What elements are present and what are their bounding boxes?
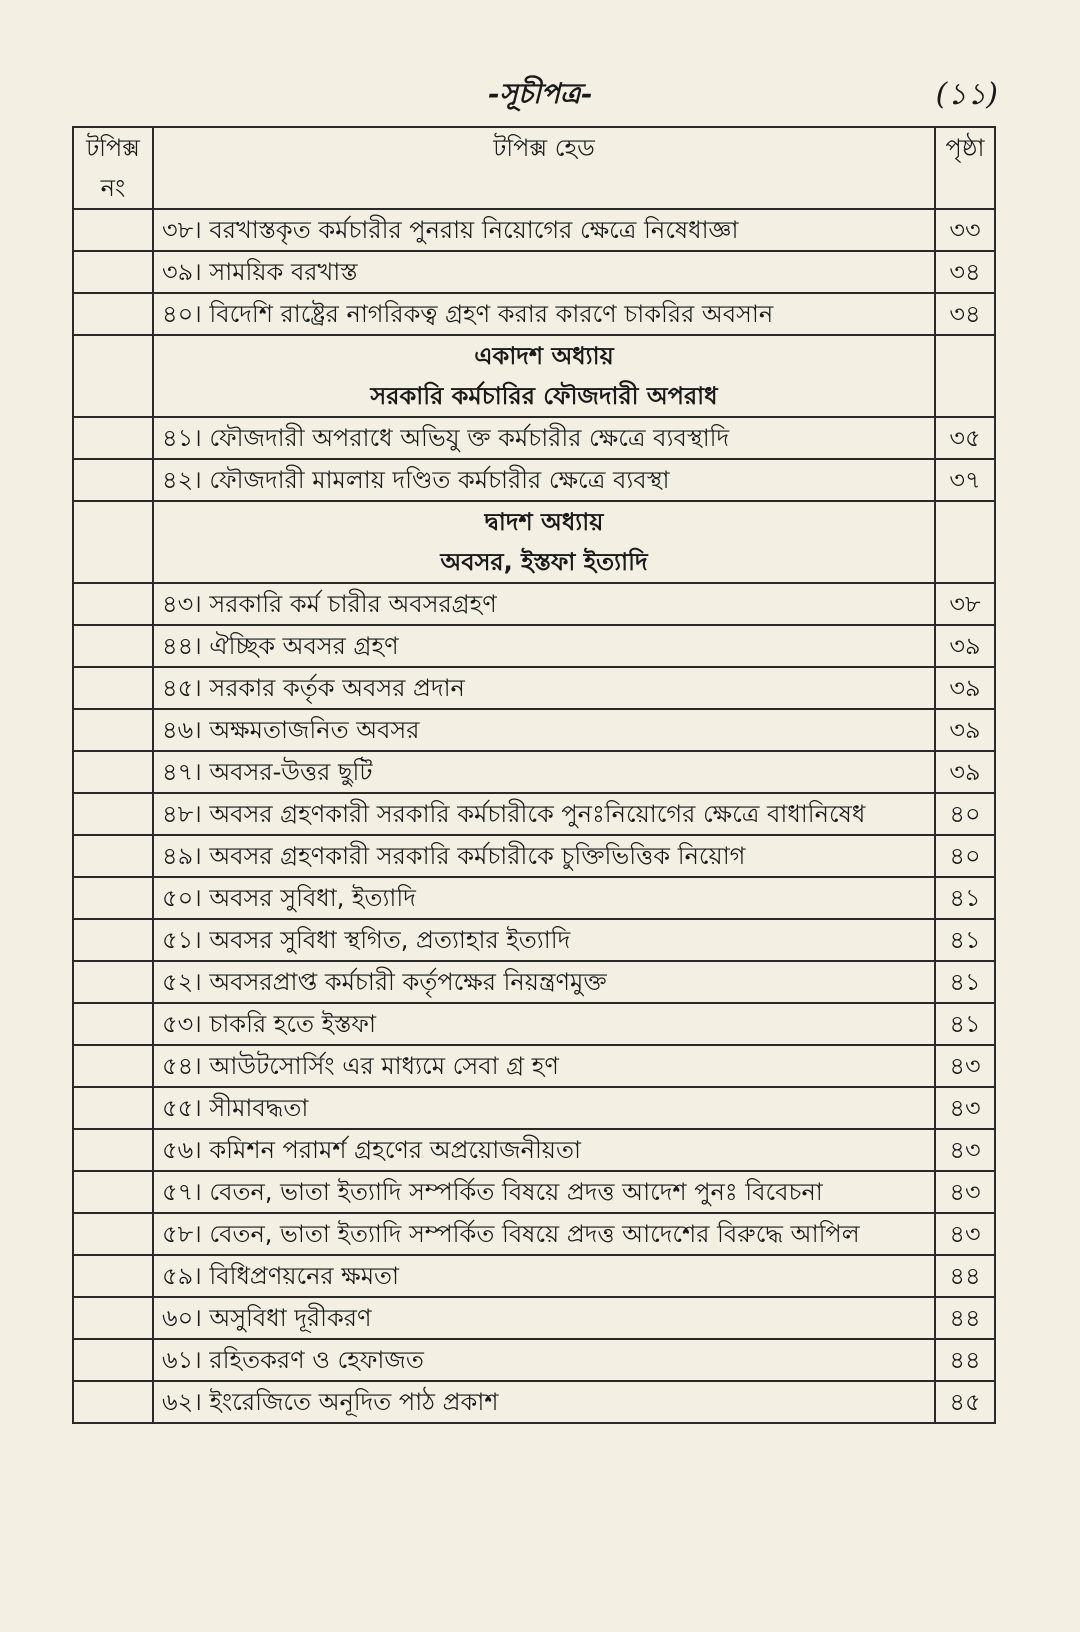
page-cell: ৪১ [935, 919, 995, 961]
topic-title: ৫২। অবসরপ্রাপ্ত কর্মচারী কর্তৃপক্ষের নিয়ন্ত্রণমুক্ত [153, 961, 935, 1003]
table-row [73, 1045, 995, 1087]
chapter-heading-cell [153, 501, 935, 583]
topic-number-cell [73, 1003, 153, 1045]
page-cell: ৪৩ [935, 1087, 995, 1129]
table-row [73, 835, 995, 877]
topic-title: ৫৭। বেতন, ভাতা ইত্যাদি সম্পর্কিত বিষয়ে প্রদত্ত আদেশ পুনঃ বিবেচনা [153, 1171, 935, 1213]
topic-number-cell [73, 1339, 153, 1381]
column-header-page: পৃষ্ঠা [935, 127, 995, 209]
chapter-subtitle: সরকারি কর্মচারির ফৌজদারী অপরাধ [370, 382, 718, 410]
topic-title: ৫০। অবসর সুবিধা, ইত্যাদি [153, 877, 935, 919]
table-row [73, 919, 995, 961]
table-row [73, 583, 995, 625]
topic-number-cell [73, 919, 153, 961]
topic-number-cell [73, 751, 153, 793]
topic-number-cell [73, 293, 153, 335]
table-row [73, 1213, 995, 1255]
topic-number-cell [73, 1087, 153, 1129]
topic-number-cell [73, 459, 153, 501]
chapter-subtitle: অবসর, ইস্তফা ইত্যাদি [440, 548, 648, 576]
topic-number-cell [73, 1129, 153, 1171]
table-row [73, 293, 995, 335]
page-cell [935, 335, 995, 417]
page-cell: ৩৯ [935, 751, 995, 793]
topic-title: ৫১। অবসর সুবিধা স্থগিত, প্রত্যাহার ইত্যাদি [153, 919, 935, 961]
table-row [73, 1339, 995, 1381]
page-cell: ৪৪ [935, 1297, 995, 1339]
topic-title: ৪০। বিদেশি রাষ্ট্রের নাগরিকত্ব গ্রহণ করার কারণে চাকরির অবসান [153, 293, 935, 335]
page-cell: ৩৩ [935, 209, 995, 251]
page-cell: ৪৫ [935, 1381, 995, 1423]
topic-number-cell [73, 583, 153, 625]
page-cell: ৪০ [935, 793, 995, 835]
table-row [73, 459, 995, 501]
table-row [73, 667, 995, 709]
page-cell: ৪১ [935, 961, 995, 1003]
topic-title: ৪৩। সরকারি কর্ম চারীর অবসরগ্রহণ [153, 583, 935, 625]
table-row [73, 1129, 995, 1171]
page-cell: ৩৭ [935, 459, 995, 501]
page-cell: ৪৩ [935, 1213, 995, 1255]
page-cell: ৪৩ [935, 1045, 995, 1087]
topic-title: ৪৭। অবসর-উত্তর ছুটি [153, 751, 935, 793]
chapter-title: একাদশ অধ্যায় [474, 342, 614, 370]
topic-title: ৬১। রহিতকরণ ও হেফাজত [153, 1339, 935, 1381]
column-header-number: টপিক্স নং [73, 127, 153, 209]
page-cell: ৪৪ [935, 1339, 995, 1381]
page-cell: ৩৪ [935, 293, 995, 335]
page-number: (১১) [935, 77, 998, 112]
topic-title: ৪৮। অবসর গ্রহণকারী সরকারি কর্মচারীকে পুনঃনিয়োগের ক্ষেত্রে বাধানিষেধ [153, 793, 935, 835]
page-cell: ৪৪ [935, 1255, 995, 1297]
chapter-heading-row [73, 501, 995, 583]
table-row [73, 877, 995, 919]
topic-title: ৬২। ইংরেজিতে অনূদিত পাঠ প্রকাশ [153, 1381, 935, 1423]
topic-number-cell [73, 625, 153, 667]
topic-number-cell [73, 961, 153, 1003]
topic-number-cell [73, 251, 153, 293]
page-cell: ৪৩ [935, 1129, 995, 1171]
topic-title: ৫৩। চাকরি হতে ইস্তফা [153, 1003, 935, 1045]
chapter-heading-cell [153, 335, 935, 417]
topic-title: ৩৮। বরখাস্তকৃত কর্মচারীর পুনরায় নিয়োগের ক্ষেত্রে নিষেধাজ্ঞা [153, 209, 935, 251]
table-row [73, 1003, 995, 1045]
table-row [73, 961, 995, 1003]
topic-number-cell [73, 417, 153, 459]
topic-title: ৫৯। বিধিপ্রণয়নের ক্ষমতা [153, 1255, 935, 1297]
table-row [73, 793, 995, 835]
table-row [73, 251, 995, 293]
topic-number-cell [73, 877, 153, 919]
topic-number-cell [73, 335, 153, 417]
page-cell: ৩৫ [935, 417, 995, 459]
table-row [73, 417, 995, 459]
topic-title: ৬০। অসুবিধা দূরীকরণ [153, 1297, 935, 1339]
page-header [0, 70, 1080, 120]
table-row [73, 625, 995, 667]
page-title: -সূচীপত্র- [487, 77, 593, 110]
topic-number-cell [73, 835, 153, 877]
topic-title: ৪১। ফৌজদারী অপরাধে অভিযু ক্ত কর্মচারীর ক্ষেত্রে ব্যবস্থাদি [153, 417, 935, 459]
topic-number-cell [73, 793, 153, 835]
chapter-title: দ্বাদশ অধ্যায় [484, 508, 604, 536]
topic-title: ৫৫। সীমাবদ্ধতা [153, 1087, 935, 1129]
chapter-heading-row [73, 335, 995, 417]
page-cell: ৪১ [935, 1003, 995, 1045]
topic-title: ৩৯। সাময়িক বরখাস্ত [153, 251, 935, 293]
topic-title: ৫৪। আউটসোর্সিং এর মাধ্যমে সেবা গ্র হণ [153, 1045, 935, 1087]
topic-number-cell [73, 667, 153, 709]
topic-number-cell [73, 1045, 153, 1087]
topic-title: ৫৮। বেতন, ভাতা ইত্যাদি সম্পর্কিত বিষয়ে প্রদত্ত আদেশের বিরুদ্ধে আপিল [153, 1213, 935, 1255]
table-row [73, 1255, 995, 1297]
page-cell: ৩৯ [935, 625, 995, 667]
topic-title: ৪৫। সরকার কর্তৃক অবসর প্রদান [153, 667, 935, 709]
page-cell: ৪১ [935, 877, 995, 919]
topic-title: ৪২। ফৌজদারী মামলায় দণ্ডিত কর্মচারীর ক্ষেত্রে ব্যবস্থা [153, 459, 935, 501]
table-row [73, 1087, 995, 1129]
page-cell [935, 501, 995, 583]
page-cell: ৩৯ [935, 667, 995, 709]
topic-number-cell [73, 1297, 153, 1339]
page-cell: ৪০ [935, 835, 995, 877]
topic-number-cell [73, 709, 153, 751]
page-cell: ৩৯ [935, 709, 995, 751]
topic-number-cell [73, 1171, 153, 1213]
topic-number-cell [73, 1381, 153, 1423]
table-row [73, 1381, 995, 1423]
table-row [73, 751, 995, 793]
topic-title: ৪৯। অবসর গ্রহণকারী সরকারি কর্মচারীকে চুক্তিভিত্তিক নিয়োগ [153, 835, 935, 877]
table-header-row [73, 127, 995, 209]
table-row [73, 209, 995, 251]
topic-number-cell [73, 1213, 153, 1255]
column-header-heading: টপিক্স হেড [153, 127, 935, 209]
table-row [73, 1171, 995, 1213]
topic-title: ৫৬। কমিশন পরামর্শ গ্রহণের অপ্রয়োজনীয়তা [153, 1129, 935, 1171]
page-cell: ৩৮ [935, 583, 995, 625]
table-row [73, 709, 995, 751]
topic-title: ৪৬। অক্ষমতাজনিত অবসর [153, 709, 935, 751]
topic-number-cell [73, 209, 153, 251]
page-cell: ৪৩ [935, 1171, 995, 1213]
topic-number-cell [73, 501, 153, 583]
toc-body [73, 209, 995, 1423]
topic-number-cell [73, 1255, 153, 1297]
table-row [73, 1297, 995, 1339]
page-cell: ৩৪ [935, 251, 995, 293]
topic-title: ৪৪। ঐচ্ছিক অবসর গ্রহণ [153, 625, 935, 667]
toc-table [72, 126, 996, 1424]
